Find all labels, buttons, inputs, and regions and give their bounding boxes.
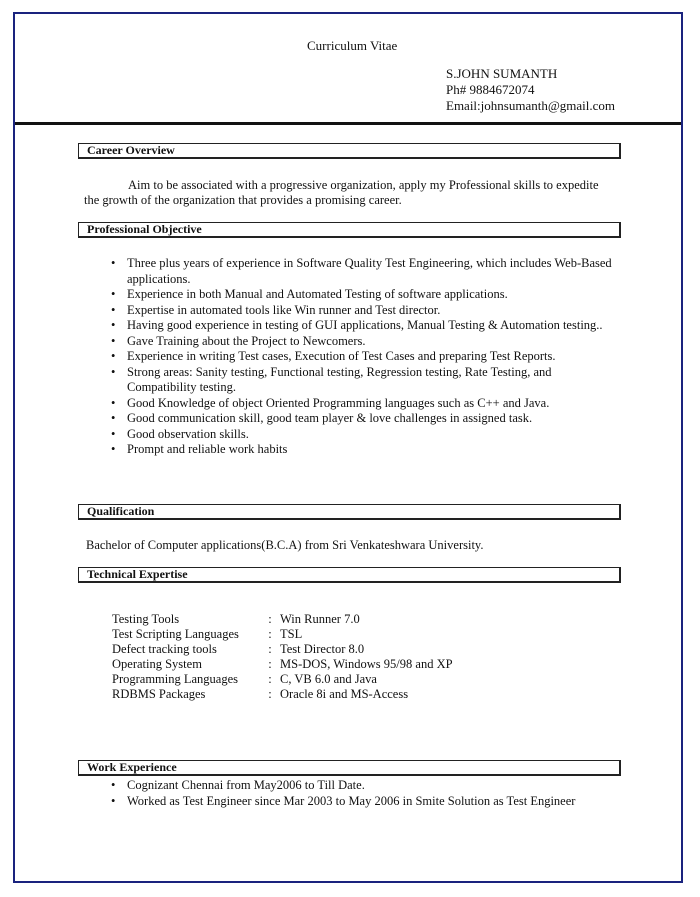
list-item: • Cognizant Chennai from May2006 to Till Date.: [111, 778, 365, 792]
list-item: • Good observation skills.: [111, 426, 249, 441]
bullet-icon: •: [111, 364, 116, 379]
section-heading-career-overview: Career Overview: [78, 143, 621, 159]
bullet-icon: •: [111, 426, 116, 441]
bullet-icon: •: [111, 442, 116, 456]
list-item: • Experience in writing Test cases, Execution of Test Cases and preparing Test Reports.: [111, 349, 556, 363]
table-row: Programming Languages : C, VB 6.0 and Java: [112, 672, 377, 686]
list-item: • Gave Training about the Project to Newcomers.: [111, 333, 366, 348]
section-heading-qualification: Qualification: [78, 504, 621, 520]
technical-expertise-table: [112, 612, 453, 702]
list-item: • Good communication skill, good team player & love challenges in assigned task.: [111, 411, 533, 425]
section-heading-professional-objective: Professional Objective: [78, 222, 621, 238]
career-overview-text: Aim to be associated with a progressive organization, apply my Professional skills to expedite the growth of the organization that provides a promising career.: [84, 178, 599, 207]
list-item: • Three plus years of experience in Software Quality Test Engineering, which includes Web-Based applications.: [111, 256, 612, 286]
table-row: Testing Tools : Win Runner 7.0: [112, 612, 360, 626]
table-row: Defect tracking tools : Test Director 8.0: [112, 642, 365, 656]
professional-objective-list: [111, 256, 616, 458]
email-address: Email:johnsumanth@gmail.com: [446, 98, 616, 113]
bullet-icon: •: [111, 333, 116, 348]
bullet-icon: •: [111, 256, 116, 270]
bullet-icon: •: [111, 778, 116, 792]
list-item: • Experience in both Manual and Automated Testing of software applications.: [111, 287, 508, 301]
bullet-icon: •: [111, 287, 116, 301]
list-item: • Prompt and reliable work habits: [111, 442, 288, 456]
bullet-icon: •: [111, 318, 116, 332]
bullet-icon: •: [111, 395, 116, 410]
bullet-icon: •: [111, 302, 116, 317]
list-item: • Expertise in automated tools like Win runner and Test director.: [111, 302, 441, 317]
contact-block: [446, 66, 615, 114]
work-experience-list: [111, 778, 591, 809]
phone-number: Ph# 9884672074: [446, 82, 535, 97]
list-item: • Strong areas: Sanity testing, Functional testing, Regression testing, Rate Testing, and Compatibility testing.: [111, 364, 552, 394]
section-heading-technical-expertise: Technical Expertise: [78, 567, 621, 583]
header-divider: [15, 122, 681, 125]
section-heading-work-experience: Work Experience: [78, 760, 621, 776]
list-item: • Having good experience in testing of GUI applications, Manual Testing & Automation testing..: [111, 318, 603, 332]
table-row: Operating System : MS-DOS, Windows 95/98 and XP: [112, 657, 453, 671]
bullet-icon: •: [111, 349, 116, 363]
document-title: Curriculum Vitae: [307, 38, 398, 53]
bullet-icon: •: [111, 793, 116, 808]
table-row: Test Scripting Languages : TSL: [112, 627, 303, 641]
list-item: • Worked as Test Engineer since Mar 2003 to May 2006 in Smite Solution as Test Engineer: [111, 793, 576, 808]
table-row: RDBMS Packages : Oracle 8i and MS-Access: [112, 687, 409, 701]
bullet-icon: •: [111, 411, 116, 425]
qualification-text: Bachelor of Computer applications(B.C.A) from Sri Venkateshwara University.: [86, 538, 484, 552]
candidate-name: S.JOHN SUMANTH: [446, 66, 558, 81]
list-item: • Good Knowledge of object Oriented Programming languages such as C++ and Java.: [111, 395, 550, 410]
